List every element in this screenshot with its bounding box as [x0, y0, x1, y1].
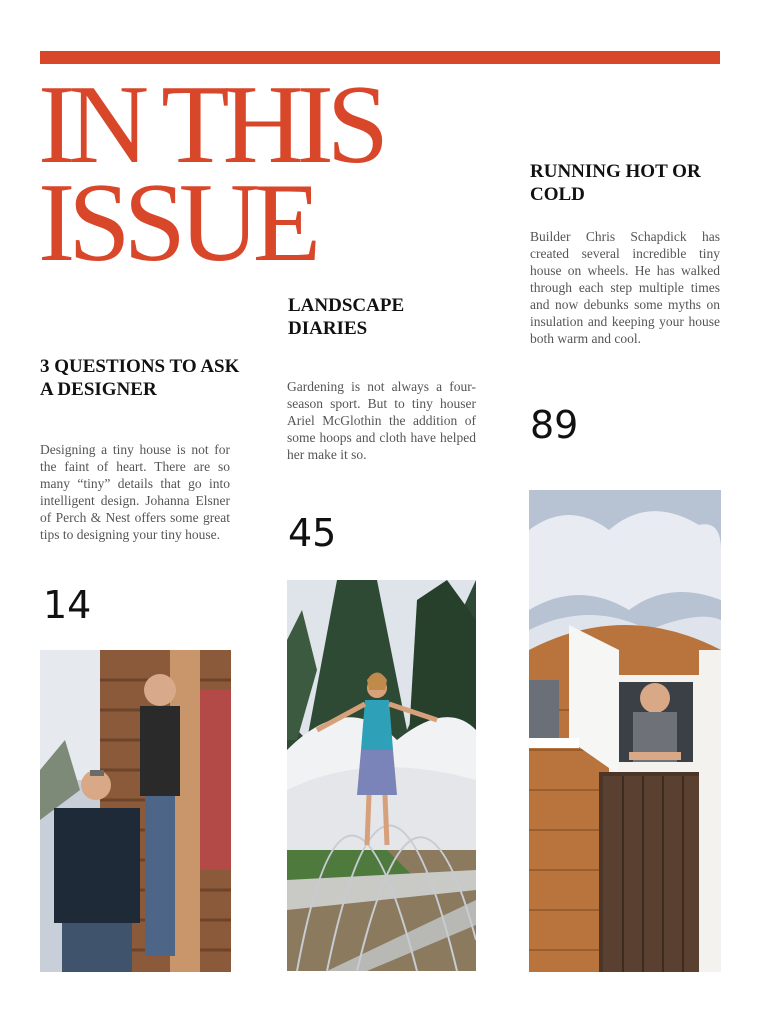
article-headline-hot-cold[interactable]: RUNNING HOT OR COLD	[530, 161, 701, 205]
masthead-line-2: ISSUE	[38, 161, 315, 285]
article-body-hot-cold: Builder Chris Schapdick has created several incredible tiny house on wheels. He has walked through each step multiple times and now debunks some myths on insulation and keeping your house both warm and cool.	[530, 229, 720, 346]
page-number-designer[interactable]: 14	[43, 583, 92, 627]
masthead-line-1: IN THIS	[38, 63, 383, 187]
landscape-photo	[287, 580, 476, 971]
page-number-hot-cold[interactable]: 89	[530, 403, 579, 447]
article-headline-landscape[interactable]: LANDSCAPE DIARIES	[288, 295, 405, 339]
article-body-landscape: Gardening is not always a four-season sport. But to tiny houser Ariel McGlothin the addition of some hoops and cloth have helped her make it so.	[287, 379, 476, 462]
page-number-landscape[interactable]: 45	[288, 511, 337, 555]
masthead	[38, 63, 498, 285]
article-body-designer: Designing a tiny house is not for the faint of heart. There are so many “tiny” details that go into intelligent design. Johanna Elsner of Perch & Nest offers some great tips to designing your tiny house.	[40, 442, 230, 542]
designer-photo-image	[40, 650, 231, 972]
hot-cold-photo-image	[529, 490, 721, 972]
landscape-photo-image	[287, 580, 476, 971]
article-headline-designer[interactable]: 3 QUESTIONS TO ASK A DESIGNER	[40, 356, 240, 400]
designer-photo	[40, 650, 231, 972]
hot-cold-photo	[529, 490, 721, 972]
